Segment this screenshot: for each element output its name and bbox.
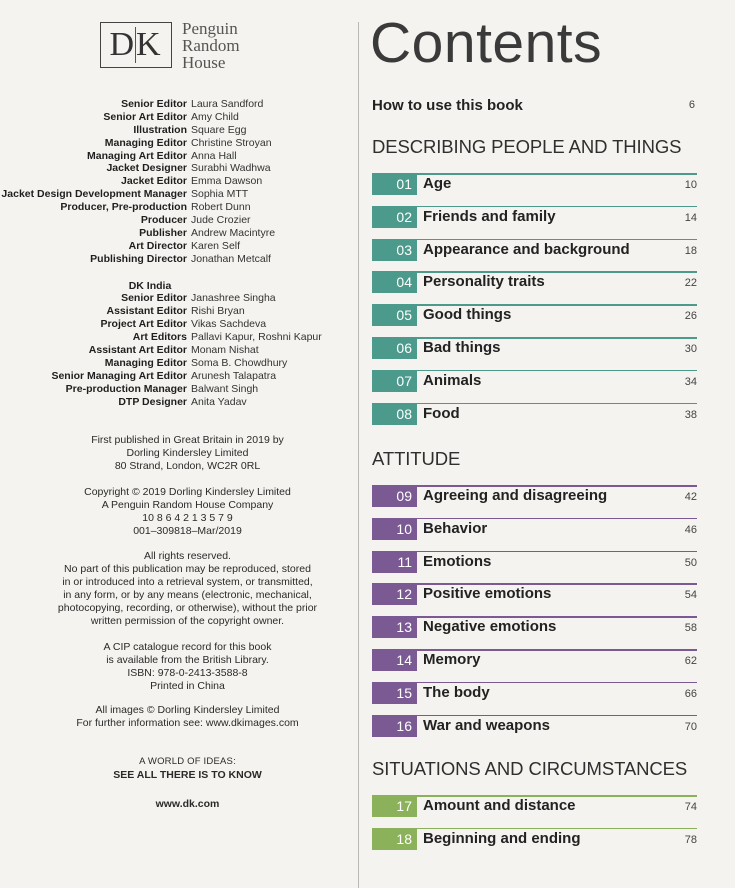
credit-row [0,240,358,253]
toc-entry-page: 6 [688,99,695,111]
chapter-number-badge: 02 [372,207,417,228]
toc-entry-rule [372,682,697,684]
credit-row [0,370,358,383]
toc-entry[interactable] [372,403,697,425]
credit-role: Pre-production Manager [65,382,187,395]
credit-role: DTP Designer [118,395,187,408]
toc-entry-rule [372,304,697,306]
chapter-number-badge: 12 [372,584,417,605]
chapter-number-badge: 04 [372,272,417,293]
toc-entry-page: 66 [684,687,697,700]
credit-name: Square Egg [191,123,247,136]
toc-entry-label: Food [423,404,460,422]
toc-entry-page: 50 [684,556,697,569]
toc-entry[interactable] [372,795,697,817]
copyright-notice: Copyright © 2019 Dorling Kindersley Limited A Penguin Random House Company 10 8 6 4 2 1 3 5 7 9 001–309818–Mar/2019 [84,486,291,537]
chapter-number-badge: 18 [372,829,417,850]
toc-entry[interactable] [372,370,697,392]
credit-name: Surabhi Wadhwa [191,162,271,175]
chapter-number-badge: 11 [372,552,417,573]
credit-name: Soma B. Chowdhury [191,356,288,369]
toc-entry[interactable] [372,715,697,737]
chapter-number-badge: 06 [372,338,417,359]
chapter-number-badge: 16 [372,716,417,737]
credit-role: Jacket Design Development Manager [1,188,187,201]
section-heading: SITUATIONS AND CIRCUMSTANCES [372,758,688,779]
credit-row [0,292,358,305]
toc-entry-label: Friends and family [423,207,556,225]
credit-role: Illustration [133,123,187,136]
credit-role: Managing Editor [104,136,187,149]
credit-row [0,344,358,357]
credit-name: Emma Dawson [191,175,263,188]
toc-entry[interactable] [372,649,697,671]
toc-entry[interactable] [372,616,697,638]
credit-row [0,201,358,214]
page-title: Contents [370,11,603,75]
credit-name: Anita Yadav [191,395,247,408]
credit-role: Producer, Pre-production [60,201,187,214]
toc-entry-page: 14 [684,211,697,224]
credit-row [0,253,358,266]
credit-role: Senior Managing Art Editor [51,369,187,382]
credit-row [0,305,358,318]
toc-entry[interactable] [372,173,697,195]
toc-entry[interactable] [372,518,697,540]
toc-entry-label: Behavior [423,519,488,537]
toc-entry-label: How to use this book [372,97,523,114]
credit-row [0,357,358,370]
toc-entry-how-to[interactable] [372,97,695,117]
credit-row [0,227,358,240]
credit-row [0,383,358,396]
toc-entry-page: 18 [684,244,697,257]
toc-entry-label: The body [423,683,490,701]
section-heading: DESCRIBING PEOPLE AND THINGS [372,136,682,157]
contents-column [358,0,735,888]
toc-entry-label: Animals [423,371,482,389]
credit-row [0,188,358,201]
credit-name: Balwant Singh [191,382,259,395]
credits-group-title: DK India [128,279,172,292]
toc-entry-page: 46 [684,523,697,536]
credit-role: Assistant Art Editor [88,344,187,357]
toc-entry-page: 26 [684,310,697,323]
credit-role: Managing Art Editor [87,149,187,162]
toc-entry-label: Personality traits [423,273,545,291]
chapter-number-badge: 07 [372,371,417,392]
toc-entry-page: 34 [684,375,697,388]
first-published: First published in Great Britain in 2019 by Dorling Kindersley Limited 80 Strand, London, WC2R 0RL [91,434,284,472]
credit-role: Art Director [128,239,187,252]
credits-list [0,98,358,408]
dk-book-icon: DK [100,22,172,68]
credit-role: Art Editors [132,331,187,344]
credit-name: Jonathan Metcalf [191,252,271,265]
toc-entry[interactable] [372,337,697,359]
credit-role: Producer [140,214,187,227]
tagline: A WORLD OF IDEAS: SEE ALL THERE IS TO KNOW [113,756,262,781]
credit-name: Jude Crozier [191,214,251,227]
chapter-number-badge: 10 [372,519,417,540]
credit-name: Pallavi Kapur, Roshni Kapur [191,331,322,344]
toc-entry-page: 70 [684,720,697,733]
toc-entry-rule [372,403,697,405]
chapter-number-badge: 14 [372,650,417,671]
toc-entry-page: 42 [684,491,697,503]
credit-role: Senior Editor [121,98,187,110]
chapter-number-badge: 17 [372,796,417,817]
toc-entry-label: Positive emotions [423,585,552,603]
toc-entry[interactable] [372,304,697,326]
credit-role: Senior Editor [121,292,187,305]
toc-entry[interactable] [372,583,697,605]
credit-row [0,150,358,163]
toc-entry-label: Appearance and background [423,240,630,258]
rights-notice: All rights reserved. No part of this publication may be reproduced, stored in or introduced into a retrieval system, or transmitted, in any form, or by any means (electronic, mechanical, photocopying, recording, or otherwise), without the prior written permission of the copyright owner. [57,550,318,627]
toc-entry-rule [372,518,697,520]
dk-logo [100,19,275,72]
credit-name: Karen Self [191,239,241,252]
credit-role: Managing Editor [104,356,187,369]
toc-entry[interactable] [372,682,697,704]
toc-entry-page: 74 [684,801,697,813]
toc-entry-page: 22 [684,277,697,290]
credit-role: Senior Art Editor [103,110,187,123]
toc-entry[interactable] [372,485,697,507]
toc-entry-page: 62 [684,655,697,667]
credit-role: Project Art Editor [100,318,187,331]
toc-entry-page: 78 [684,833,697,846]
toc-entry-label: Good things [423,306,512,324]
toc-entry-label: Emotions [423,552,492,570]
credit-name: Janashree Singha [191,292,276,305]
credit-name: Arunesh Talapatra [191,369,277,382]
toc-entry-label: Age [423,175,452,192]
credit-name: Anna Hall [191,149,237,162]
credit-row [0,396,358,409]
toc-entry[interactable] [372,551,697,573]
imprint-column [0,0,358,888]
toc-entry-label: Beginning and ending [423,829,581,847]
toc-entry-label: Agreeing and disagreeing [423,487,608,504]
toc-entry-label: Memory [423,651,481,668]
credit-name: Robert Dunn [191,201,251,214]
toc-entry-rule [372,551,697,553]
credit-name: Vikas Sachdeva [191,318,267,331]
credit-row [0,137,358,150]
credit-role: Publisher [139,226,187,239]
credit-row [0,162,358,175]
toc-entry-label: Negative emotions [423,618,557,636]
credit-role: Assistant Editor [106,305,187,318]
toc-entry-page: 10 [684,179,697,191]
toc-entry-label: Bad things [423,339,501,356]
credit-row [0,331,358,344]
toc-entry-label: Amount and distance [423,797,576,814]
toc-entry[interactable] [372,828,697,850]
website-link[interactable]: www.dk.com [155,798,220,810]
toc-entry[interactable] [372,206,697,228]
chapter-number-badge: 03 [372,240,417,261]
cip-notice: A CIP catalogue record for this book is available from the British Library. ISBN: 978-0-2413-3588-8 Printed in China [103,641,272,692]
toc-entry-rule [372,370,697,372]
credit-row [0,124,358,137]
chapter-number-badge: 01 [372,174,417,195]
toc-entry[interactable] [372,239,697,261]
credit-role: Jacket Designer [106,162,187,175]
credit-name: Andrew Macintyre [191,226,276,239]
toc-entry[interactable] [372,271,697,293]
credit-name: Christine Stroyan [191,136,272,149]
chapter-number-badge: 15 [372,683,417,704]
toc-entry-rule [372,337,697,339]
chapter-number-badge: 05 [372,305,417,326]
credit-row [0,318,358,331]
toc-entry-label: War and weapons [423,716,550,734]
section-heading: ATTITUDE [372,448,461,469]
credit-role: Jacket Editor [121,175,187,188]
credit-row [0,98,358,111]
credit-role: Publishing Director [90,252,187,265]
toc-entry-rule [372,649,697,651]
toc-entry-page: 58 [684,622,697,635]
credit-name: Sophia MTT [191,188,249,201]
credit-name: Rishi Bryan [191,305,245,318]
credit-name: Monam Nishat [191,344,259,357]
images-notice: All images © Dorling Kindersley Limited For further information see: www.dkimages.com [76,704,299,729]
credit-name: Laura Sandford [191,98,264,110]
credit-row [0,175,358,188]
credit-row [0,111,358,124]
toc-entry-page: 54 [684,589,697,602]
chapter-number-badge: 08 [372,404,417,425]
toc-entry-page: 38 [684,408,697,421]
credit-name: Amy Child [191,110,239,123]
penguin-random-house-wordmark: Penguin Random House [182,19,240,72]
chapter-number-badge: 13 [372,617,417,638]
credit-row [0,214,358,227]
toc-entry-rule [372,173,697,175]
chapter-number-badge: 09 [372,486,417,507]
toc-entry-page: 30 [684,343,697,355]
